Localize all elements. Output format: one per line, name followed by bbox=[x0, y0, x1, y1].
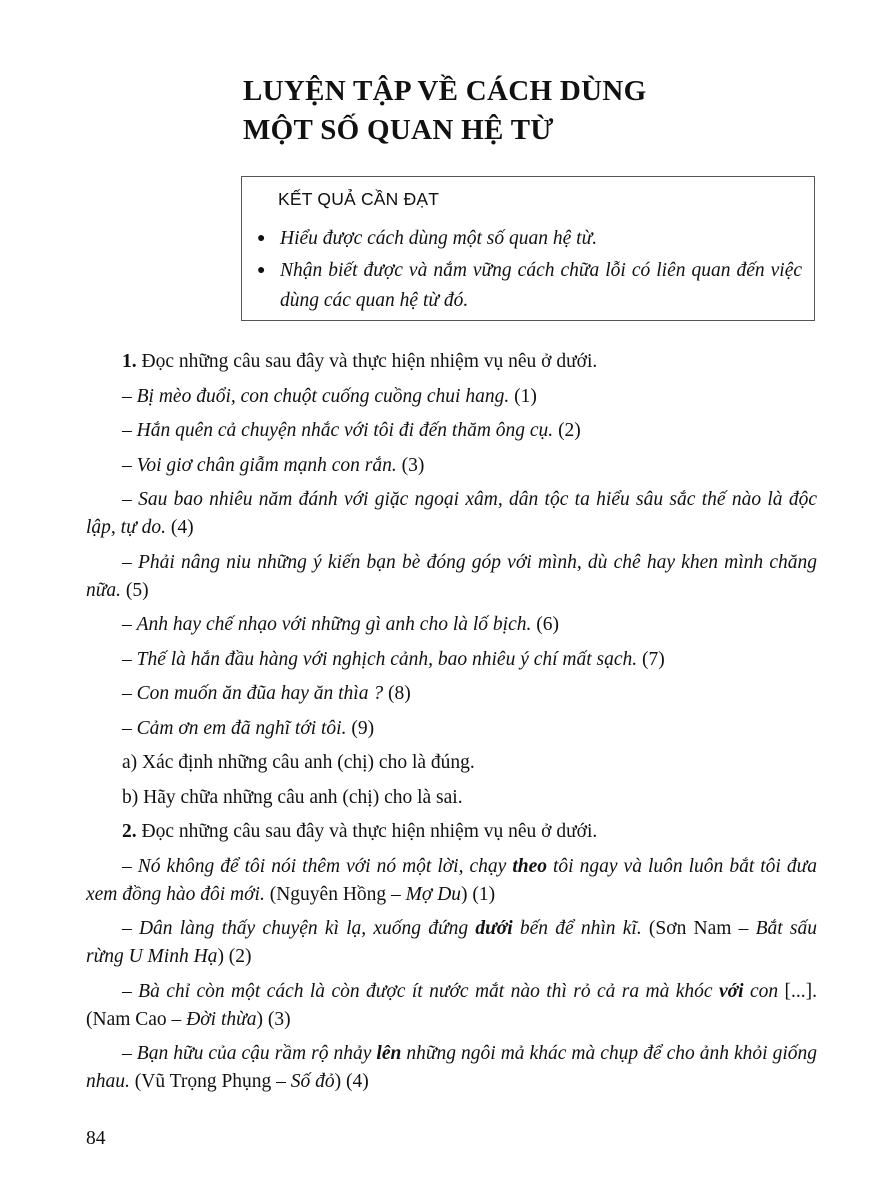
dash: – bbox=[122, 683, 137, 704]
sentence-number: (8) bbox=[383, 683, 411, 704]
bullet-icon: ● bbox=[257, 231, 266, 246]
sentence-text: Bạn hữu của cậu rầm rộ nhảy bbox=[136, 1043, 377, 1064]
exercise-1-sentence bbox=[86, 383, 817, 411]
sentence-text: tôi ngay và luôn luôn bắt tôi đưa xem đồng hào đôi mới. bbox=[86, 855, 817, 905]
lesson-title-line-2: MỘT SỐ QUAN HỆ TỪ bbox=[243, 114, 554, 146]
dash: – bbox=[122, 980, 139, 1002]
exercise-1-sentence bbox=[86, 646, 817, 674]
sentence-text: Sau bao nhiêu năm đánh với giặc ngoại xâm, dân tộc ta hiểu sâu sắc thế nào là độc lập, tự do. bbox=[86, 489, 818, 538]
sentence-text: Dân làng thấy chuyện kì lạ, xuống đứng bbox=[138, 918, 476, 939]
sentence-text: những ngôi mả khác mà chụp để cho ảnh khỏi giống nhau. bbox=[86, 1043, 818, 1092]
sentence-number: (4) bbox=[165, 517, 194, 538]
exercise-number: 2. bbox=[122, 821, 137, 842]
source-work-title: Mợ Du bbox=[405, 883, 462, 905]
exercise-2-sentence bbox=[86, 915, 817, 971]
sentence-text: Thế là hắn đầu hàng với nghịch cảnh, bao nhiêu ý chí mất sạch. bbox=[136, 648, 638, 670]
exercise-1-sentence bbox=[86, 549, 817, 605]
exercise-1-sentence bbox=[86, 715, 817, 743]
highlighted-relation-word: với bbox=[719, 980, 744, 1002]
sentence-number: ) (1) bbox=[461, 883, 496, 905]
sentence-text: Voi giơ chân giẫm mạnh con rắn. bbox=[136, 454, 397, 476]
exercise-1-sentence bbox=[86, 611, 817, 639]
exercise-2-sentence bbox=[86, 1040, 817, 1096]
sentence-number: (3) bbox=[396, 454, 425, 476]
lesson-title bbox=[243, 72, 647, 150]
sentence-number: (6) bbox=[531, 614, 559, 635]
dash: – bbox=[122, 551, 138, 573]
dash: – bbox=[122, 489, 139, 510]
dash: – bbox=[122, 420, 137, 441]
exercise-1-sentence bbox=[86, 417, 817, 445]
sentence-text: Con muốn ăn đũa hay ăn thìa ? bbox=[136, 683, 384, 704]
bullet-icon: ● bbox=[257, 263, 266, 278]
dash: – bbox=[122, 648, 137, 670]
exercise-1-instruction bbox=[86, 348, 817, 376]
sentence-text: Hắn quên cả chuyện nhắc với tôi đi đến thăm ông cụ. bbox=[136, 420, 554, 441]
sentence-text: Anh hay chế nhạo với những gì anh cho là lố bịch. bbox=[136, 614, 532, 635]
highlighted-relation-word: dưới bbox=[475, 918, 513, 939]
highlighted-relation-word: lên bbox=[376, 1043, 402, 1064]
sentence-number: (9) bbox=[346, 717, 375, 739]
learning-goals-box bbox=[241, 176, 815, 321]
exercise-number: 1. bbox=[122, 351, 137, 372]
lesson-title-line-1: LUYỆN TẬP VỀ CÁCH DÙNG bbox=[243, 75, 647, 107]
highlighted-relation-word: theo bbox=[512, 855, 547, 877]
source-work-title: Số đỏ bbox=[290, 1071, 335, 1092]
sentence-text: Phải nâng niu những ý kiến bạn bè đóng góp với mình, dù chê hay khen mình chăng nữa. bbox=[86, 551, 817, 601]
dash: – bbox=[122, 385, 137, 407]
sentence-text: bến để nhìn kĩ. bbox=[512, 918, 642, 939]
source-work-title: Đời thừa bbox=[186, 1008, 257, 1030]
exercise-2-instruction bbox=[86, 818, 817, 846]
exercise-instruction-text: Đọc những câu sau đây và thực hiện nhiệm vụ nêu ở dưới. bbox=[136, 821, 598, 842]
dash: – bbox=[122, 717, 137, 739]
learning-goal-text: Nhận biết được và nắm vững cách chữa lỗi có liên quan đến việc dùng các quan hệ từ đó. bbox=[280, 260, 802, 311]
dash: – bbox=[122, 1043, 137, 1064]
dash: – bbox=[122, 918, 139, 939]
sentence-number: ) (2) bbox=[217, 946, 252, 967]
sentence-number: ) (4) bbox=[334, 1071, 369, 1092]
learning-goals-heading: KẾT QUẢ CẦN ĐẠT bbox=[278, 189, 440, 209]
page-number: 84 bbox=[86, 1128, 106, 1149]
sentence-text: Nó không để tôi nói thêm với nó một lời, chạy bbox=[137, 855, 513, 877]
sentence-text: con bbox=[743, 980, 779, 1002]
dash: – bbox=[122, 855, 138, 877]
sentence-text: Bà chỉ còn một cách là còn được ít nước mắt nào thì rỏ cả ra mà khóc bbox=[138, 980, 719, 1002]
source-author: (Nguyên Hồng – bbox=[264, 883, 406, 905]
learning-goal-text: Hiểu được cách dùng một số quan hệ từ. bbox=[280, 228, 598, 249]
sentence-text: Bị mèo đuổi, con chuột cuống cuồng chui hang. bbox=[136, 385, 510, 407]
sentence-number: ) (3) bbox=[256, 1008, 291, 1030]
exercise-1-sentence bbox=[86, 486, 817, 542]
exercise-1-sentence bbox=[86, 680, 817, 708]
sentence-number: (2) bbox=[553, 420, 581, 441]
source-author: (Sơn Nam – bbox=[641, 918, 756, 939]
sentence-number: (1) bbox=[509, 385, 537, 407]
source-author: (Vũ Trọng Phụng – bbox=[129, 1071, 291, 1092]
learning-goal-item bbox=[257, 256, 802, 316]
sentence-number: (5) bbox=[121, 579, 149, 601]
exercise-1-task-b: b) Hãy chữa những câu anh (chị) cho là sai. bbox=[122, 786, 463, 808]
dash: – bbox=[122, 454, 137, 476]
exercise-1-sentence bbox=[86, 452, 817, 480]
dash: – bbox=[122, 614, 137, 635]
learning-goal-item bbox=[257, 224, 802, 254]
exercise-instruction-text: Đọc những câu sau đây và thực hiện nhiệm vụ nêu ở dưới. bbox=[136, 351, 598, 372]
exercise-2-sentence bbox=[86, 978, 817, 1034]
source-work-title: Bắt sấu rừng U Minh Hạ bbox=[86, 918, 818, 967]
sentence-text: Cảm ơn em đã nghĩ tới tôi. bbox=[136, 717, 347, 739]
sentence-number: (7) bbox=[637, 648, 665, 670]
source-author: [...]. (Nam Cao – bbox=[86, 980, 818, 1030]
exercise-2-sentence bbox=[86, 853, 817, 909]
exercise-1-task-a: a) Xác định những câu anh (chị) cho là đúng. bbox=[122, 752, 475, 773]
exercise-content bbox=[86, 348, 817, 1103]
